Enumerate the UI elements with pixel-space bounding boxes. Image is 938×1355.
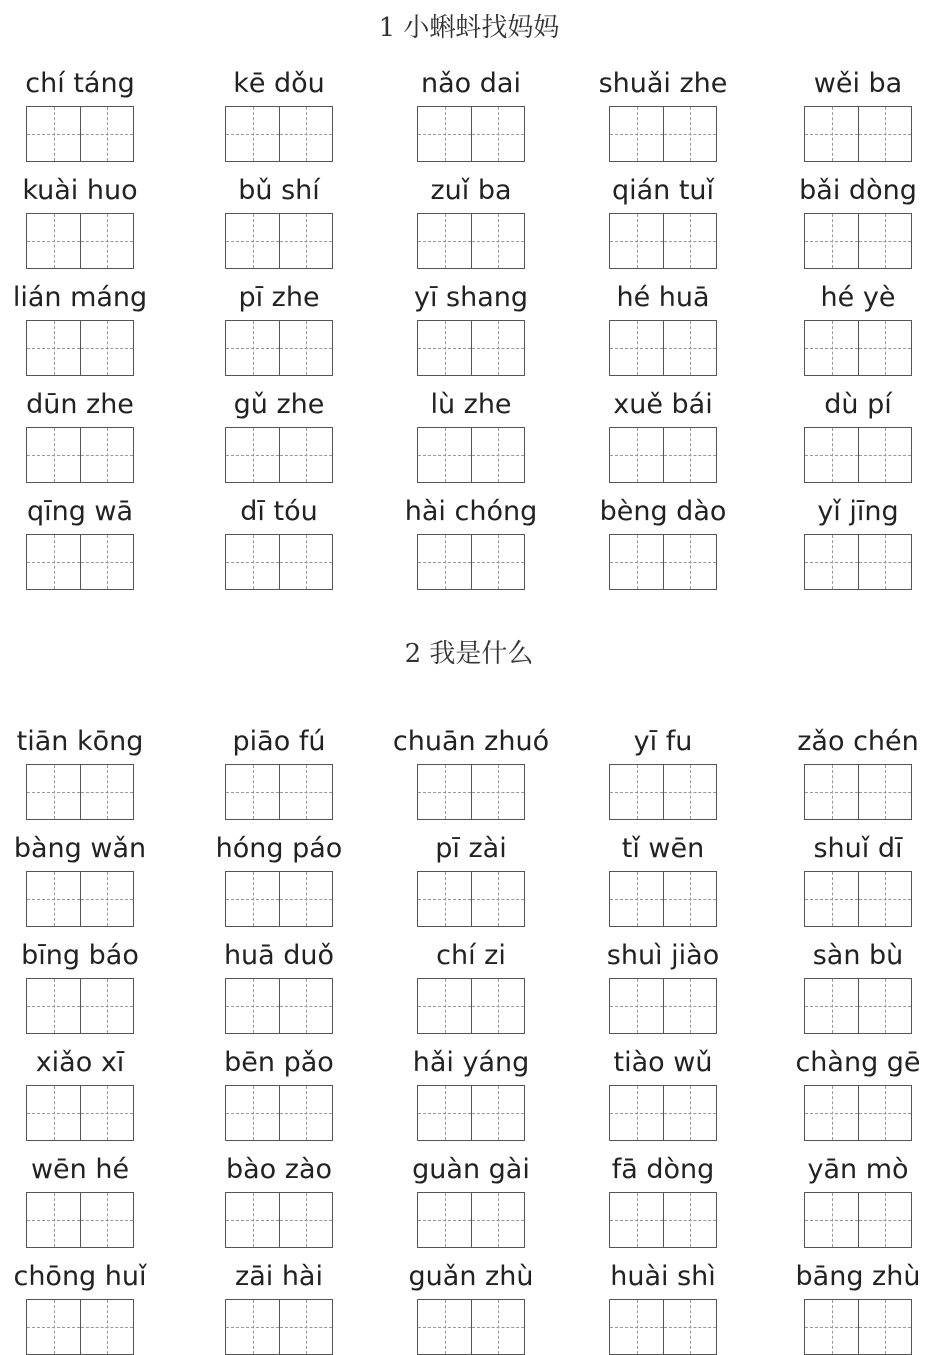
writing-box[interactable]: [417, 1085, 525, 1141]
character-square[interactable]: [80, 1193, 133, 1247]
character-square[interactable]: [418, 1300, 471, 1354]
word-cell: [778, 831, 938, 927]
character-square[interactable]: [610, 428, 663, 482]
pinyin-label: wēn hé: [30, 1154, 130, 1185]
writing-box[interactable]: [417, 978, 525, 1034]
pinyin-label: dī tóu: [240, 496, 318, 527]
writing-box[interactable]: [609, 427, 717, 483]
character-square[interactable]: [663, 1086, 716, 1140]
section-title: 2 我是什么: [404, 639, 534, 669]
character-square[interactable]: [226, 979, 279, 1033]
word-cell: [0, 831, 160, 927]
writing-box[interactable]: [225, 106, 333, 162]
pinyin-label: tiào wǔ: [613, 1047, 713, 1078]
writing-box[interactable]: [804, 1085, 912, 1141]
character-square[interactable]: [279, 1193, 332, 1247]
writing-box[interactable]: [26, 534, 134, 590]
word-cell: [0, 938, 160, 1034]
writing-box[interactable]: [26, 213, 134, 269]
writing-box[interactable]: [417, 534, 525, 590]
writing-box[interactable]: [609, 534, 717, 590]
character-square[interactable]: [226, 1086, 279, 1140]
character-square[interactable]: [471, 535, 524, 589]
writing-box[interactable]: [26, 320, 134, 376]
word-cell: [0, 387, 160, 483]
character-square[interactable]: [610, 979, 663, 1033]
character-square[interactable]: [610, 1300, 663, 1354]
character-square[interactable]: [805, 872, 858, 926]
word-cell: [778, 280, 938, 376]
character-square[interactable]: [805, 535, 858, 589]
writing-box[interactable]: [804, 1192, 912, 1248]
pinyin-label: chōng huǐ: [13, 1261, 147, 1292]
pinyin-label: hé huā: [616, 282, 710, 313]
pinyin-label: shuǐ dī: [813, 833, 903, 864]
character-square[interactable]: [80, 107, 133, 161]
character-square[interactable]: [663, 1300, 716, 1354]
character-square[interactable]: [279, 979, 332, 1033]
writing-box[interactable]: [609, 320, 717, 376]
character-square[interactable]: [279, 428, 332, 482]
character-square[interactable]: [610, 1193, 663, 1247]
word-cell: [583, 280, 743, 376]
pinyin-label: xuě bái: [613, 389, 713, 420]
character-square[interactable]: [858, 107, 911, 161]
word-cell: [391, 1045, 551, 1141]
character-square[interactable]: [858, 1193, 911, 1247]
word-cell: [0, 1259, 160, 1355]
word-cell: [199, 1045, 359, 1141]
character-square[interactable]: [471, 979, 524, 1033]
writing-box[interactable]: [804, 534, 912, 590]
character-square[interactable]: [279, 107, 332, 161]
word-cell: [583, 173, 743, 269]
word-cell: [583, 938, 743, 1034]
character-square[interactable]: [226, 428, 279, 482]
pinyin-label: guàn gài: [412, 1154, 530, 1185]
character-square[interactable]: [80, 1086, 133, 1140]
word-cell: [583, 66, 743, 162]
character-square[interactable]: [226, 535, 279, 589]
writing-box[interactable]: [417, 427, 525, 483]
pinyin-label: gǔ zhe: [233, 389, 325, 420]
writing-box[interactable]: [26, 427, 134, 483]
writing-box[interactable]: [417, 1299, 525, 1355]
pinyin-label: nǎo dai: [421, 68, 521, 99]
word-cell: [391, 938, 551, 1034]
pinyin-label: pī zhe: [238, 282, 320, 313]
character-square[interactable]: [80, 214, 133, 268]
pinyin-label: hǎi yáng: [412, 1047, 530, 1078]
character-square[interactable]: [27, 428, 80, 482]
character-square[interactable]: [27, 214, 80, 268]
character-square[interactable]: [27, 107, 80, 161]
character-square[interactable]: [610, 872, 663, 926]
character-square[interactable]: [279, 1086, 332, 1140]
character-square[interactable]: [27, 872, 80, 926]
writing-box[interactable]: [26, 106, 134, 162]
pinyin-label: zuǐ ba: [430, 175, 512, 206]
character-square[interactable]: [663, 214, 716, 268]
character-square[interactable]: [418, 1086, 471, 1140]
word-cell: [391, 1259, 551, 1355]
word-cell: [199, 173, 359, 269]
pinyin-label: dūn zhe: [26, 389, 134, 420]
writing-box[interactable]: [225, 978, 333, 1034]
character-square[interactable]: [471, 765, 524, 819]
character-square[interactable]: [226, 1300, 279, 1354]
word-cell: [199, 66, 359, 162]
character-square[interactable]: [858, 428, 911, 482]
word-cell: [391, 173, 551, 269]
character-square[interactable]: [279, 872, 332, 926]
word-cell: [778, 1045, 938, 1141]
word-cell: [778, 938, 938, 1034]
word-cell: [583, 1152, 743, 1248]
word-cell: [0, 173, 160, 269]
character-square[interactable]: [805, 107, 858, 161]
character-square[interactable]: [858, 321, 911, 375]
word-cell: [199, 494, 359, 590]
writing-box[interactable]: [225, 213, 333, 269]
character-square[interactable]: [27, 979, 80, 1033]
character-square[interactable]: [471, 107, 524, 161]
character-square[interactable]: [858, 765, 911, 819]
word-cell: [199, 724, 359, 820]
pinyin-label: shuǎi zhe: [598, 68, 728, 99]
writing-box[interactable]: [609, 978, 717, 1034]
character-square[interactable]: [610, 107, 663, 161]
character-square[interactable]: [80, 428, 133, 482]
character-square[interactable]: [663, 535, 716, 589]
writing-box[interactable]: [804, 871, 912, 927]
pinyin-label: wěi ba: [813, 68, 903, 99]
pinyin-label: piāo fú: [232, 726, 326, 757]
character-square[interactable]: [279, 1300, 332, 1354]
character-square[interactable]: [805, 428, 858, 482]
pinyin-label: zāi hài: [235, 1261, 323, 1292]
character-square[interactable]: [418, 765, 471, 819]
writing-box[interactable]: [225, 764, 333, 820]
writing-box[interactable]: [609, 764, 717, 820]
writing-box[interactable]: [26, 1299, 134, 1355]
word-cell: [583, 387, 743, 483]
character-square[interactable]: [418, 428, 471, 482]
character-square[interactable]: [858, 1086, 911, 1140]
character-square[interactable]: [471, 872, 524, 926]
character-square[interactable]: [610, 1086, 663, 1140]
word-cell: [199, 831, 359, 927]
character-square[interactable]: [226, 321, 279, 375]
pinyin-label: pī zài: [435, 833, 507, 864]
word-cell: [778, 387, 938, 483]
pinyin-label: chuān zhuó: [392, 726, 550, 757]
writing-box[interactable]: [609, 1085, 717, 1141]
pinyin-label: yī shang: [413, 282, 529, 313]
writing-box[interactable]: [804, 764, 912, 820]
word-cell: [0, 724, 160, 820]
pinyin-label: bǎi dòng: [799, 175, 917, 206]
word-cell: [583, 1045, 743, 1141]
writing-box[interactable]: [417, 213, 525, 269]
word-cell: [391, 724, 551, 820]
word-cell: [778, 173, 938, 269]
character-square[interactable]: [226, 1193, 279, 1247]
word-cell: [778, 494, 938, 590]
word-cell: [391, 280, 551, 376]
pinyin-label: sàn bù: [812, 940, 904, 971]
character-square[interactable]: [663, 321, 716, 375]
word-cell: [778, 724, 938, 820]
character-square[interactable]: [805, 1193, 858, 1247]
word-cell: [391, 831, 551, 927]
character-square[interactable]: [805, 979, 858, 1033]
writing-box[interactable]: [804, 978, 912, 1034]
character-square[interactable]: [610, 535, 663, 589]
word-cell: [391, 387, 551, 483]
character-square[interactable]: [418, 107, 471, 161]
writing-box[interactable]: [609, 871, 717, 927]
word-cell: [583, 494, 743, 590]
word-cell: [391, 66, 551, 162]
pinyin-label: fā dòng: [611, 1154, 715, 1185]
word-cell: [0, 494, 160, 590]
character-square[interactable]: [805, 1300, 858, 1354]
character-square[interactable]: [858, 1300, 911, 1354]
character-square[interactable]: [610, 765, 663, 819]
writing-box[interactable]: [26, 1192, 134, 1248]
word-cell: [778, 66, 938, 162]
word-cell: [583, 724, 743, 820]
writing-box[interactable]: [417, 106, 525, 162]
writing-box[interactable]: [225, 1192, 333, 1248]
character-square[interactable]: [471, 1193, 524, 1247]
writing-box[interactable]: [26, 871, 134, 927]
character-square[interactable]: [418, 979, 471, 1033]
character-square[interactable]: [663, 765, 716, 819]
pinyin-label: qián tuǐ: [611, 175, 715, 206]
pinyin-label: hé yè: [820, 282, 896, 313]
pinyin-label: bāng zhù: [795, 1261, 921, 1292]
writing-box[interactable]: [225, 320, 333, 376]
character-square[interactable]: [663, 979, 716, 1033]
character-square[interactable]: [858, 872, 911, 926]
character-square[interactable]: [80, 1300, 133, 1354]
pinyin-label: kuài huo: [22, 175, 138, 206]
word-cell: [199, 938, 359, 1034]
writing-box[interactable]: [804, 106, 912, 162]
writing-box[interactable]: [225, 871, 333, 927]
writing-box[interactable]: [225, 1085, 333, 1141]
word-cell: [0, 66, 160, 162]
pinyin-label: guǎn zhù: [408, 1261, 534, 1292]
pinyin-label: shuì jiào: [606, 940, 720, 971]
character-square[interactable]: [279, 535, 332, 589]
character-square[interactable]: [27, 1193, 80, 1247]
character-square[interactable]: [858, 214, 911, 268]
character-square[interactable]: [418, 872, 471, 926]
character-square[interactable]: [80, 765, 133, 819]
pinyin-label: huài shì: [610, 1261, 716, 1292]
writing-box[interactable]: [609, 213, 717, 269]
word-cell: [199, 280, 359, 376]
writing-box[interactable]: [225, 427, 333, 483]
writing-box[interactable]: [804, 1299, 912, 1355]
character-square[interactable]: [805, 214, 858, 268]
character-square[interactable]: [471, 1300, 524, 1354]
character-square[interactable]: [663, 107, 716, 161]
writing-box[interactable]: [609, 1192, 717, 1248]
pinyin-label: chí táng: [25, 68, 135, 99]
word-cell: [199, 1259, 359, 1355]
writing-box[interactable]: [609, 1299, 717, 1355]
pinyin-label: bèng dào: [599, 496, 727, 527]
writing-box[interactable]: [26, 764, 134, 820]
character-square[interactable]: [805, 765, 858, 819]
writing-box[interactable]: [225, 1299, 333, 1355]
character-square[interactable]: [805, 321, 858, 375]
character-square[interactable]: [80, 321, 133, 375]
writing-box[interactable]: [26, 1085, 134, 1141]
word-cell: [199, 1152, 359, 1248]
pinyin-label: lián máng: [12, 282, 148, 313]
character-square[interactable]: [226, 214, 279, 268]
pinyin-label: tǐ wēn: [621, 833, 705, 864]
character-square[interactable]: [663, 428, 716, 482]
pinyin-label: bīng báo: [21, 940, 139, 971]
character-square[interactable]: [418, 321, 471, 375]
writing-box[interactable]: [609, 106, 717, 162]
pinyin-label: hóng páo: [215, 833, 343, 864]
pinyin-label: lù zhe: [430, 389, 512, 420]
character-square[interactable]: [80, 872, 133, 926]
pinyin-label: qīng wā: [26, 496, 134, 527]
character-square[interactable]: [226, 107, 279, 161]
character-square[interactable]: [279, 765, 332, 819]
character-square[interactable]: [858, 535, 911, 589]
pinyin-label: tiān kōng: [16, 726, 144, 757]
word-cell: [391, 494, 551, 590]
character-square[interactable]: [805, 1086, 858, 1140]
pinyin-label: chàng gē: [795, 1047, 921, 1078]
character-square[interactable]: [80, 979, 133, 1033]
character-square[interactable]: [27, 1086, 80, 1140]
character-square[interactable]: [858, 979, 911, 1033]
word-cell: [0, 1152, 160, 1248]
pinyin-label: dù pí: [824, 389, 892, 420]
pinyin-label: huā duǒ: [223, 940, 335, 971]
character-square[interactable]: [27, 321, 80, 375]
writing-box[interactable]: [417, 320, 525, 376]
pinyin-label: yān mò: [807, 1154, 909, 1185]
pinyin-label: bào zào: [225, 1154, 333, 1185]
writing-box[interactable]: [804, 427, 912, 483]
character-square[interactable]: [663, 1193, 716, 1247]
word-cell: [199, 387, 359, 483]
character-square[interactable]: [610, 214, 663, 268]
character-square[interactable]: [279, 321, 332, 375]
word-cell: [0, 1045, 160, 1141]
character-square[interactable]: [226, 872, 279, 926]
pinyin-label: bàng wǎn: [13, 833, 147, 864]
writing-box[interactable]: [417, 1192, 525, 1248]
character-square[interactable]: [610, 321, 663, 375]
writing-box[interactable]: [417, 871, 525, 927]
writing-box[interactable]: [804, 320, 912, 376]
writing-box[interactable]: [417, 764, 525, 820]
character-square[interactable]: [663, 872, 716, 926]
character-square[interactable]: [471, 428, 524, 482]
character-square[interactable]: [418, 1193, 471, 1247]
character-square[interactable]: [471, 214, 524, 268]
word-cell: [583, 831, 743, 927]
pinyin-label: yī fu: [633, 726, 693, 757]
character-square[interactable]: [27, 1300, 80, 1354]
word-cell: [778, 1152, 938, 1248]
pinyin-label: bǔ shí: [238, 175, 320, 206]
pinyin-label: zǎo chén: [797, 726, 919, 757]
word-cell: [0, 280, 160, 376]
writing-box[interactable]: [225, 534, 333, 590]
pinyin-label: xiǎo xī: [35, 1047, 125, 1078]
word-cell: [583, 1259, 743, 1355]
pinyin-label: kē dǒu: [233, 68, 325, 99]
writing-box[interactable]: [804, 213, 912, 269]
character-square[interactable]: [80, 535, 133, 589]
writing-box[interactable]: [26, 978, 134, 1034]
character-square[interactable]: [418, 214, 471, 268]
pinyin-label: yǐ jīng: [817, 496, 899, 527]
character-square[interactable]: [279, 214, 332, 268]
character-square[interactable]: [471, 1086, 524, 1140]
character-square[interactable]: [27, 535, 80, 589]
character-square[interactable]: [471, 321, 524, 375]
character-square[interactable]: [418, 535, 471, 589]
pinyin-label: chí zi: [436, 940, 506, 971]
word-cell: [391, 1152, 551, 1248]
word-cell: [778, 1259, 938, 1355]
pinyin-label: hài chóng: [404, 496, 538, 527]
character-square[interactable]: [27, 765, 80, 819]
pinyin-label: bēn pǎo: [224, 1047, 334, 1078]
section-title: 1 小蝌蚪找妈妈: [378, 13, 560, 43]
character-square[interactable]: [226, 765, 279, 819]
